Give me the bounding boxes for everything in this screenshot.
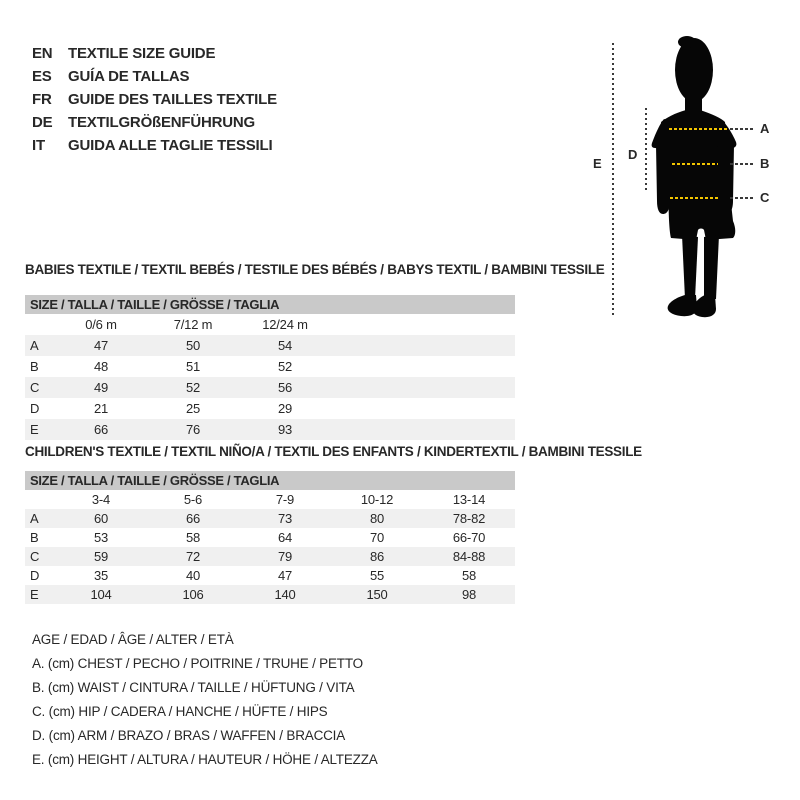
language-title: GUÍA DE TALLAS [68, 68, 190, 85]
measure-label-c: C [760, 190, 770, 205]
measure-label-b: B [760, 156, 770, 171]
measure-label-e: E [593, 156, 602, 171]
chest-leader-line [730, 128, 754, 130]
table-cell: 104 [90, 587, 112, 602]
table-row [25, 314, 515, 335]
table-row [25, 377, 515, 398]
table-cell: 73 [277, 511, 293, 526]
hip-measure-line [670, 197, 720, 199]
table-cell: 58 [185, 530, 201, 545]
table-cell: 93 [277, 422, 293, 437]
row-label: A [30, 338, 39, 353]
language-row [32, 65, 277, 88]
table-cell: 79 [277, 549, 293, 564]
table-cell: 78-82 [452, 511, 486, 526]
row-label: E [30, 422, 39, 437]
legend-line: C. (cm) HIP / CADERA / HANCHE / HÜFTE / HIPS [32, 704, 328, 719]
table-cell: 54 [277, 338, 293, 353]
babies-size-header-bar: SIZE / TALLA / TAILLE / GRÖSSE / TAGLIA [25, 295, 515, 314]
language-row [32, 134, 277, 157]
legend-line: E. (cm) HEIGHT / ALTURA / HAUTEUR / HÖHE / ALTEZZA [32, 752, 378, 767]
table-cell: 59 [93, 549, 109, 564]
size-figure [590, 25, 790, 325]
table-row [25, 547, 515, 566]
hip-leader-line [730, 197, 754, 199]
legend-line: AGE / EDAD / ÂGE / ALTER / ETÀ [32, 632, 234, 647]
babies-section-title: BABIES TEXTILE / TEXTIL BEBÉS / TESTILE DES BÉBÉS / BABYS TEXTIL / BAMBINI TESSILE [25, 262, 605, 277]
table-cell: 53 [93, 530, 109, 545]
height-measure-line [612, 43, 614, 318]
table-row [25, 528, 515, 547]
table-cell: 66 [93, 422, 109, 437]
row-label: D [30, 568, 40, 583]
table-row [25, 585, 515, 604]
table-cell: 56 [277, 380, 293, 395]
table-cell: 52 [185, 380, 201, 395]
children-size-table [25, 471, 515, 604]
language-list [32, 42, 277, 157]
row-label: C [30, 549, 40, 564]
table-cell: 140 [274, 587, 296, 602]
row-label: B [30, 530, 39, 545]
table-cell: 58 [461, 568, 477, 583]
child-silhouette-icon [640, 25, 760, 325]
table-cell: 150 [366, 587, 388, 602]
row-label: E [30, 587, 39, 602]
table-row [25, 566, 515, 585]
row-label: D [30, 401, 40, 416]
table-cell: 51 [185, 359, 201, 374]
table-cell: 80 [369, 511, 385, 526]
language-title: TEXTILGRÖßENFÜHRUNG [68, 114, 256, 131]
arm-measure-line [645, 108, 647, 193]
table-row [25, 509, 515, 528]
children-section-title: CHILDREN'S TEXTILE / TEXTIL NIÑO/A / TEXTIL DES ENFANTS / KINDERTEXTIL / BAMBINI TESSILE [25, 444, 642, 459]
language-code: EN [32, 45, 53, 62]
language-code: IT [32, 137, 45, 154]
table-cell: 40 [185, 568, 201, 583]
table-cell: 35 [93, 568, 109, 583]
legend-line: B. (cm) WAIST / CINTURA / TAILLE / HÜFTUNG / VITA [32, 680, 355, 695]
legend-line: D. (cm) ARM / BRAZO / BRAS / WAFFEN / BRACCIA [32, 728, 346, 743]
table-cell: 66 [185, 511, 201, 526]
table-cell: 76 [185, 422, 201, 437]
table-cell: 47 [277, 568, 293, 583]
table-cell: 49 [93, 380, 109, 395]
language-row [32, 88, 277, 111]
table-cell: 48 [93, 359, 109, 374]
language-title: GUIDA ALLE TAGLIE TESSILI [68, 137, 273, 154]
table-cell: 5-6 [183, 492, 203, 507]
table-cell: 50 [185, 338, 201, 353]
table-cell: 13-14 [452, 492, 486, 507]
children-size-header-bar: SIZE / TALLA / TAILLE / GRÖSSE / TAGLIA [25, 471, 515, 490]
table-cell: 21 [93, 401, 109, 416]
table-row [25, 398, 515, 419]
measurement-legend [32, 628, 378, 772]
table-cell: 52 [277, 359, 293, 374]
table-cell: 84-88 [452, 549, 486, 564]
language-title: GUIDE DES TAILLES TEXTILE [68, 91, 277, 108]
table-cell: 106 [182, 587, 204, 602]
table-cell: 55 [369, 568, 385, 583]
language-row [32, 111, 277, 134]
table-cell: 25 [185, 401, 201, 416]
language-code: FR [32, 91, 52, 108]
table-cell: 72 [185, 549, 201, 564]
table-cell: 10-12 [360, 492, 394, 507]
table-cell: 7-9 [275, 492, 295, 507]
table-cell: 98 [461, 587, 477, 602]
babies-size-table [25, 295, 515, 440]
row-label: C [30, 380, 40, 395]
table-row [25, 419, 515, 440]
table-cell: 64 [277, 530, 293, 545]
measure-label-a: A [760, 121, 770, 136]
table-row [25, 490, 515, 509]
table-cell: 0/6 m [85, 317, 117, 332]
waist-leader-line [730, 163, 754, 165]
table-cell: 66-70 [452, 530, 486, 545]
language-code: ES [32, 68, 52, 85]
table-row [25, 335, 515, 356]
table-cell: 47 [93, 338, 109, 353]
row-label: B [30, 359, 39, 374]
table-cell: 29 [277, 401, 293, 416]
language-row [32, 42, 277, 65]
row-label: A [30, 511, 39, 526]
language-code: DE [32, 114, 53, 131]
table-cell: 7/12 m [173, 317, 213, 332]
language-title: TEXTILE SIZE GUIDE [68, 45, 216, 62]
table-cell: 70 [369, 530, 385, 545]
table-row [25, 356, 515, 377]
table-cell: 60 [93, 511, 109, 526]
measure-label-d: D [628, 147, 638, 162]
table-cell: 86 [369, 549, 385, 564]
legend-line: A. (cm) CHEST / PECHO / POITRINE / TRUHE / PETTO [32, 656, 363, 671]
waist-measure-line [672, 163, 718, 165]
chest-measure-line [669, 128, 727, 130]
table-cell: 3-4 [91, 492, 111, 507]
table-cell: 12/24 m [262, 317, 308, 332]
